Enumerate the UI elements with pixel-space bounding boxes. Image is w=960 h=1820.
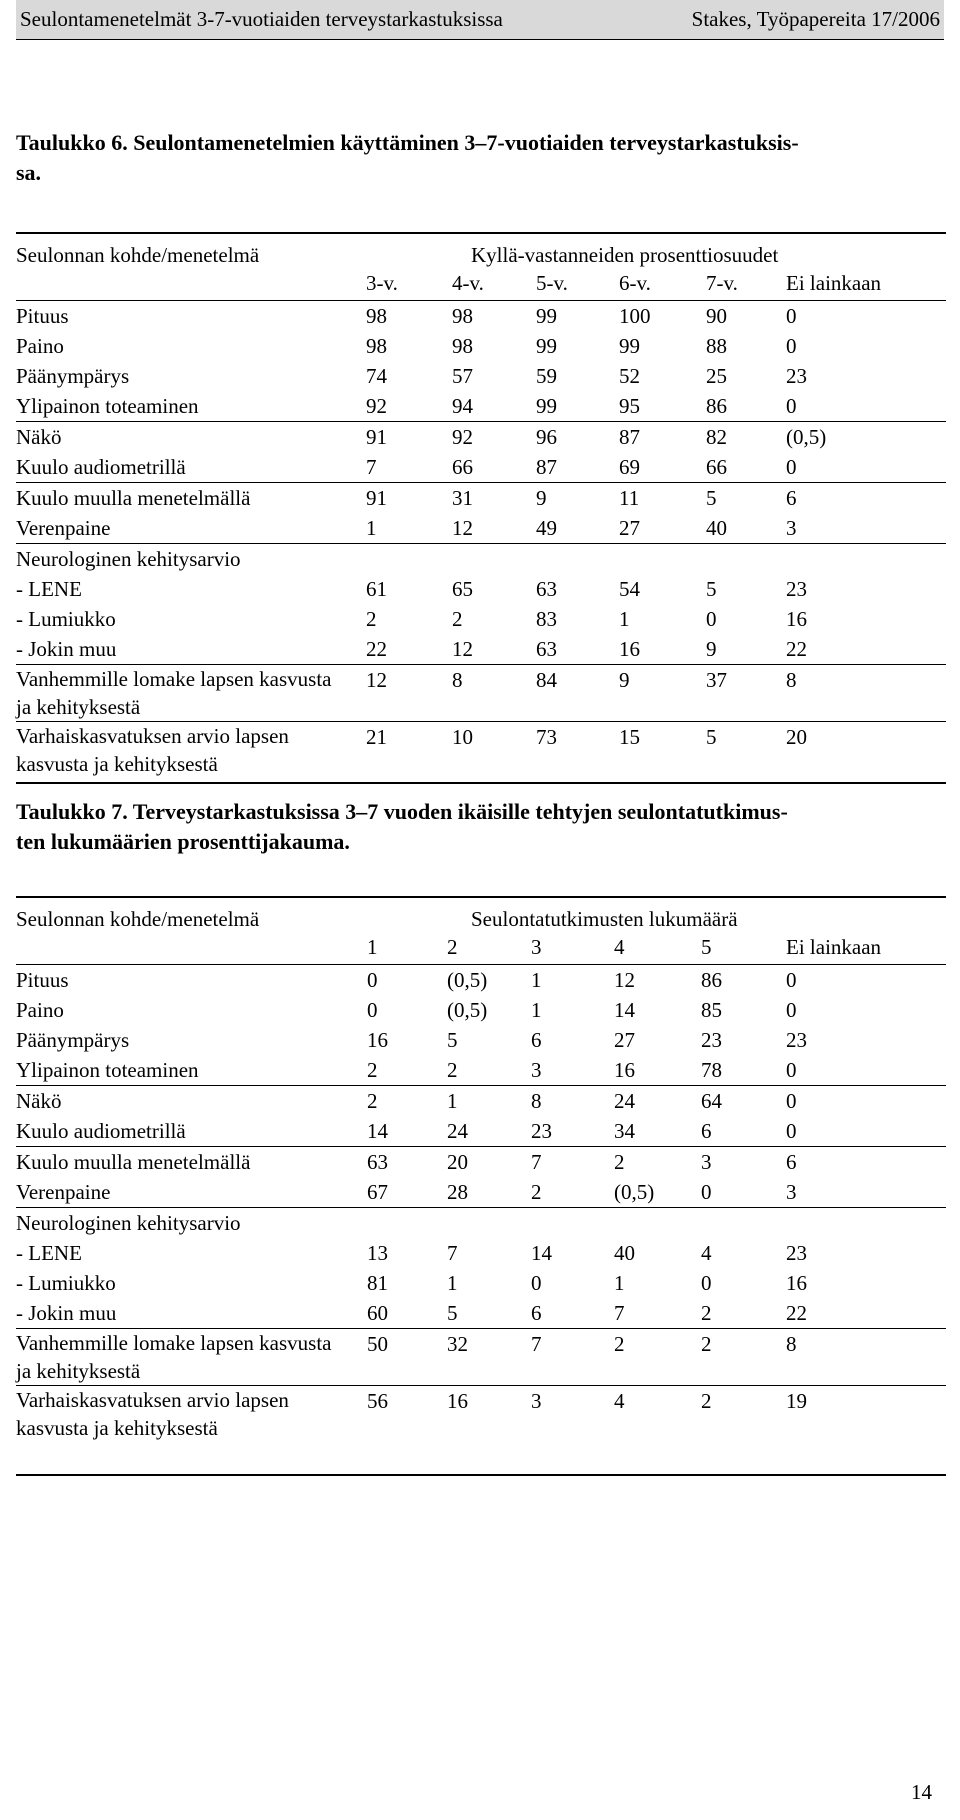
table-cell: 12 <box>614 968 635 992</box>
table6-col-header: 4-v. <box>452 271 484 295</box>
row-label: - Lumiukko <box>16 607 116 631</box>
table-cell: 6 <box>701 1119 712 1143</box>
table-row <box>16 331 946 361</box>
table-row <box>16 1298 946 1328</box>
table-cell: 22 <box>786 637 807 661</box>
table-cell: 0 <box>786 304 797 328</box>
table6-super-header: Kyllä-vastanneiden prosenttiosuudet <box>471 243 779 267</box>
table-cell: 78 <box>701 1058 722 1082</box>
table-cell: 0 <box>786 968 797 992</box>
table6-row-header: Seulonnan kohde/menetelmä <box>16 243 260 267</box>
table-cell: 0 <box>701 1180 712 1204</box>
table-cell: 6 <box>531 1028 542 1052</box>
table-cell: 23 <box>786 1241 807 1265</box>
row-label: Näkö <box>16 425 62 449</box>
table-cell: (0,5) <box>447 968 488 992</box>
table7-col-header: 1 <box>367 935 378 959</box>
table-row <box>16 1177 946 1207</box>
table-cell: 1 <box>531 998 542 1022</box>
table-row <box>16 1207 946 1238</box>
table-cell: 1 <box>531 968 542 992</box>
table-cell: 16 <box>786 1271 807 1295</box>
table-cell: 12 <box>452 516 473 540</box>
row-label: - Jokin muu <box>16 637 117 661</box>
table-cell: 8 <box>786 1332 797 1356</box>
table-cell: 6 <box>531 1301 542 1325</box>
table-cell: 3 <box>531 1389 542 1413</box>
row-label: Kuulo audiometrillä <box>16 1119 186 1143</box>
row-label: - LENE <box>16 1241 82 1265</box>
table6-col-header: Ei lainkaan <box>786 271 882 295</box>
table6-col-header: 5-v. <box>536 271 568 295</box>
table-row <box>16 513 946 543</box>
table-cell: 2 <box>447 1058 458 1082</box>
table7-col-header: 2 <box>447 935 458 959</box>
table-cell: 9 <box>536 486 547 510</box>
table-row <box>16 574 946 604</box>
row-label: Kuulo muulla menetelmällä <box>16 486 251 510</box>
table-cell: 20 <box>447 1150 468 1174</box>
table-cell: 5 <box>706 486 717 510</box>
table-cell: 40 <box>614 1241 635 1265</box>
row-label: - Jokin muu <box>16 1301 117 1325</box>
table-cell: 23 <box>786 577 807 601</box>
table-cell: 23 <box>531 1119 552 1143</box>
table-cell: 2 <box>367 1058 378 1082</box>
table-row <box>16 721 946 778</box>
table-cell: 0 <box>786 394 797 418</box>
row-label: - LENE <box>16 577 82 601</box>
row-label: Varhaiskasvatuksen arvio lapsen kasvusta ja kehityksestä <box>16 1388 289 1440</box>
table-cell: 91 <box>366 425 387 449</box>
table-cell: 7 <box>531 1332 542 1356</box>
table7-caption-line1: Taulukko 7. Terveystarkastuksissa 3–7 vuoden ikäisille tehtyjen seulontatutkimus- <box>16 799 788 824</box>
table-cell: 73 <box>536 725 557 749</box>
table-cell: 0 <box>531 1271 542 1295</box>
row-label: Verenpaine <box>16 516 111 540</box>
table6-caption-line1: Taulukko 6. Seulontamenetelmien käyttäminen 3–7-vuotiaiden terveystarkastuksis- <box>16 130 799 155</box>
table7-col-header: 4 <box>614 935 625 959</box>
table-cell: 9 <box>619 668 630 692</box>
table-cell: 19 <box>786 1389 807 1413</box>
row-label: Neurologinen kehitysarvio <box>16 547 241 571</box>
table7-bottom-rule <box>16 1474 946 1476</box>
table6-body <box>16 301 946 778</box>
table-cell: 0 <box>786 1058 797 1082</box>
table7-caption-line2: ten lukumäärien prosenttijakauma. <box>16 829 350 854</box>
table-cell: 2 <box>531 1180 542 1204</box>
table-cell: 92 <box>452 425 473 449</box>
table-cell: 83 <box>536 607 557 631</box>
table-cell: 100 <box>619 304 651 328</box>
row-label: Vanhemmille lomake lapsen kasvusta ja kehityksestä <box>16 667 332 719</box>
table6-header <box>16 232 946 300</box>
table-cell: 34 <box>614 1119 635 1143</box>
table-cell: 98 <box>366 304 387 328</box>
table-cell: 8 <box>786 668 797 692</box>
table-cell: 3 <box>531 1058 542 1082</box>
table-cell: 49 <box>536 516 557 540</box>
table-cell: 65 <box>452 577 473 601</box>
table-cell: 0 <box>367 998 378 1022</box>
table-cell: 2 <box>614 1150 625 1174</box>
table-cell: 25 <box>706 364 727 388</box>
table-row <box>16 361 946 391</box>
table-cell: 0 <box>786 1119 797 1143</box>
table-cell: 24 <box>614 1089 635 1113</box>
table-cell: 14 <box>531 1241 552 1265</box>
table-cell: 91 <box>366 486 387 510</box>
table-cell: 2 <box>367 1089 378 1113</box>
table-cell: 61 <box>366 577 387 601</box>
table-cell: 2 <box>701 1332 712 1356</box>
header-right: Stakes, Työpapereita 17/2006 <box>691 7 940 31</box>
table-cell: 3 <box>786 1180 797 1204</box>
table-cell: 0 <box>367 968 378 992</box>
table-cell: 11 <box>619 486 640 510</box>
table-cell: (0,5) <box>447 998 488 1022</box>
table-cell: 4 <box>614 1389 625 1413</box>
table-cell: 1 <box>614 1271 625 1295</box>
row-label: Näkö <box>16 1089 62 1113</box>
table-cell: 12 <box>452 637 473 661</box>
table-cell: 16 <box>447 1389 468 1413</box>
table-cell: 86 <box>701 968 722 992</box>
table-cell: 0 <box>706 607 717 631</box>
table-row <box>16 1328 946 1385</box>
table-row <box>16 1116 946 1146</box>
row-label: Verenpaine <box>16 1180 111 1204</box>
table-cell: 23 <box>786 364 807 388</box>
table7 <box>16 896 946 1476</box>
table-cell: 99 <box>536 304 557 328</box>
row-label: - Lumiukko <box>16 1271 116 1295</box>
table-row <box>16 1055 946 1085</box>
table-row <box>16 664 946 721</box>
table-row <box>16 1385 946 1470</box>
header-left: Seulontamenetelmät 3-7-vuotiaiden terveystarkastuksissa <box>20 7 503 31</box>
table-cell: 92 <box>366 394 387 418</box>
table-cell: 12 <box>366 668 387 692</box>
table-cell: 37 <box>706 668 727 692</box>
table-cell: 14 <box>367 1119 388 1143</box>
page-number: 14 <box>911 1780 932 1804</box>
table-row <box>16 301 946 331</box>
table-cell: 50 <box>367 1332 388 1356</box>
table-cell: 66 <box>706 455 727 479</box>
table-cell: 5 <box>706 725 717 749</box>
table6-col-header: 3-v. <box>366 271 398 295</box>
table-cell: 2 <box>701 1301 712 1325</box>
row-label: Ylipainon toteaminen <box>16 394 199 418</box>
table-row <box>16 1238 946 1268</box>
table6-caption <box>16 128 936 188</box>
table-cell: 16 <box>614 1058 635 1082</box>
table-row <box>16 965 946 995</box>
table-cell: 66 <box>452 455 473 479</box>
table-cell: 7 <box>447 1241 458 1265</box>
table-cell: 14 <box>614 998 635 1022</box>
table7-header <box>16 896 946 964</box>
table-cell: 63 <box>536 577 557 601</box>
table-cell: 94 <box>452 394 473 418</box>
table-row <box>16 995 946 1025</box>
table-cell: 69 <box>619 455 640 479</box>
table-row <box>16 604 946 634</box>
table7-col-header: 3 <box>531 935 542 959</box>
table-cell: 2 <box>701 1389 712 1413</box>
table-cell: 52 <box>619 364 640 388</box>
table6-bottom-rule <box>16 782 946 784</box>
table-cell: 0 <box>786 998 797 1022</box>
row-label: Vanhemmille lomake lapsen kasvusta ja kehityksestä <box>16 1331 332 1383</box>
table-cell: 23 <box>786 1028 807 1052</box>
table-cell: 6 <box>786 486 797 510</box>
table-cell: 98 <box>452 304 473 328</box>
table-cell: 98 <box>452 334 473 358</box>
table-cell: 4 <box>701 1241 712 1265</box>
table-cell: 22 <box>786 1301 807 1325</box>
table-cell: 5 <box>447 1301 458 1325</box>
running-header <box>16 0 944 40</box>
row-label: Päänympärys <box>16 364 130 388</box>
table7-super-header: Seulontatutkimusten lukumäärä <box>471 907 738 931</box>
table-cell: 0 <box>786 455 797 479</box>
table-cell: 8 <box>452 668 463 692</box>
table-cell: 15 <box>619 725 640 749</box>
table-cell: (0,5) <box>614 1180 655 1204</box>
table6-col-header: 7-v. <box>706 271 738 295</box>
table-cell: 16 <box>786 607 807 631</box>
table-cell: 59 <box>536 364 557 388</box>
table-cell: 20 <box>786 725 807 749</box>
table-cell: 87 <box>536 455 557 479</box>
table-cell: 1 <box>619 607 630 631</box>
row-label: Kuulo muulla menetelmällä <box>16 1150 251 1174</box>
table-cell: 31 <box>452 486 473 510</box>
table-cell: 82 <box>706 425 727 449</box>
table-cell: 0 <box>701 1271 712 1295</box>
table-cell: 0 <box>786 1089 797 1113</box>
table-row <box>16 543 946 574</box>
table-row <box>16 482 946 513</box>
table-cell: 32 <box>447 1332 468 1356</box>
table-row <box>16 391 946 421</box>
table-cell: 60 <box>367 1301 388 1325</box>
table-cell: 90 <box>706 304 727 328</box>
table-cell: 28 <box>447 1180 468 1204</box>
table-cell: (0,5) <box>786 425 827 449</box>
table-cell: 86 <box>706 394 727 418</box>
table-cell: 84 <box>536 668 557 692</box>
row-label: Pituus <box>16 304 69 328</box>
table-cell: 56 <box>367 1389 388 1413</box>
table-cell: 2 <box>366 607 377 631</box>
table7-body <box>16 965 946 1470</box>
row-label: Paino <box>16 998 64 1022</box>
table-row <box>16 1146 946 1177</box>
table-cell: 23 <box>701 1028 722 1052</box>
table-cell: 7 <box>366 455 377 479</box>
table-cell: 74 <box>366 364 387 388</box>
table7-col-header: 5 <box>701 935 712 959</box>
table-cell: 13 <box>367 1241 388 1265</box>
table-cell: 63 <box>367 1150 388 1174</box>
table-cell: 5 <box>447 1028 458 1052</box>
table-cell: 40 <box>706 516 727 540</box>
table-row <box>16 1085 946 1116</box>
table-cell: 1 <box>447 1089 458 1113</box>
table-cell: 88 <box>706 334 727 358</box>
table-cell: 3 <box>786 516 797 540</box>
table7-col-header: Ei lainkaan <box>786 935 882 959</box>
table7-row-header: Seulonnan kohde/menetelmä <box>16 907 260 931</box>
table-cell: 16 <box>367 1028 388 1052</box>
table-row <box>16 1268 946 1298</box>
table-cell: 6 <box>786 1150 797 1174</box>
table-cell: 64 <box>701 1089 722 1113</box>
table-cell: 27 <box>614 1028 635 1052</box>
row-label: Pituus <box>16 968 69 992</box>
table-cell: 99 <box>536 394 557 418</box>
table-cell: 5 <box>706 577 717 601</box>
table-cell: 1 <box>366 516 377 540</box>
table-row <box>16 634 946 664</box>
table-cell: 7 <box>531 1150 542 1174</box>
row-label: Ylipainon toteaminen <box>16 1058 199 1082</box>
table-cell: 96 <box>536 425 557 449</box>
row-label: Neurologinen kehitysarvio <box>16 1211 241 1235</box>
table-cell: 98 <box>366 334 387 358</box>
table-cell: 7 <box>614 1301 625 1325</box>
row-label: Päänympärys <box>16 1028 130 1052</box>
table-cell: 10 <box>452 725 473 749</box>
table-cell: 87 <box>619 425 640 449</box>
table-cell: 57 <box>452 364 473 388</box>
table-cell: 81 <box>367 1271 388 1295</box>
table-cell: 21 <box>366 725 387 749</box>
table-cell: 2 <box>452 607 463 631</box>
table-cell: 99 <box>536 334 557 358</box>
table-cell: 54 <box>619 577 640 601</box>
table-cell: 3 <box>701 1150 712 1174</box>
table-cell: 8 <box>531 1089 542 1113</box>
table-cell: 63 <box>536 637 557 661</box>
table6-caption-line2: sa. <box>16 160 42 185</box>
row-label: Kuulo audiometrillä <box>16 455 186 479</box>
table-cell: 22 <box>366 637 387 661</box>
row-label: Varhaiskasvatuksen arvio lapsen kasvusta ja kehityksestä <box>16 724 289 776</box>
table-cell: 27 <box>619 516 640 540</box>
table-row <box>16 421 946 452</box>
table-cell: 95 <box>619 394 640 418</box>
table-row <box>16 452 946 482</box>
table6-col-header: 6-v. <box>619 271 651 295</box>
table-cell: 85 <box>701 998 722 1022</box>
table-cell: 24 <box>447 1119 468 1143</box>
table7-caption <box>16 797 936 857</box>
table-cell: 1 <box>447 1271 458 1295</box>
table-cell: 0 <box>786 334 797 358</box>
table-cell: 9 <box>706 637 717 661</box>
table-row <box>16 1025 946 1055</box>
table-cell: 16 <box>619 637 640 661</box>
table-cell: 2 <box>614 1332 625 1356</box>
row-label: Paino <box>16 334 64 358</box>
table-cell: 67 <box>367 1180 388 1204</box>
table6 <box>16 232 946 784</box>
table-cell: 99 <box>619 334 640 358</box>
